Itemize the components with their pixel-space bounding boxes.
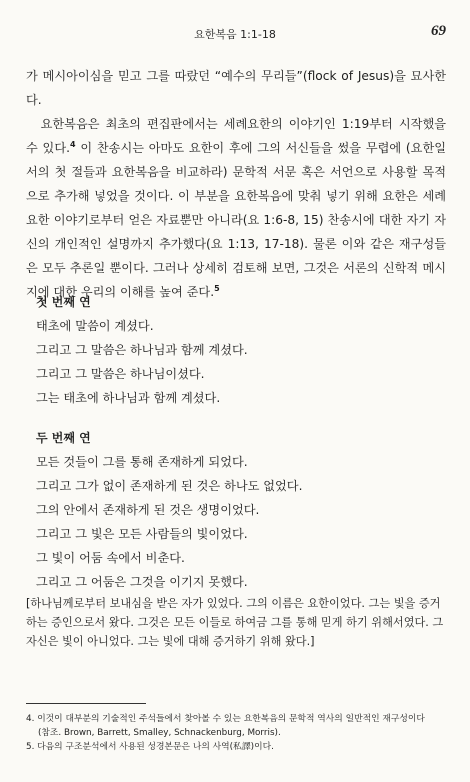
page-header [0,23,470,46]
paragraph-2-part-a: 요한복음은 최초의 편집판에서는 세례요한의 이야기인 1:19부터 시작했을 수 있다. [26,117,446,155]
stanza-2-lines [36,450,436,594]
stanza-line: 태초에 말씀이 계셨다. [36,319,154,333]
stanza-line: 모든 것들이 그를 통해 존재하게 되었다. [36,455,248,469]
footnotes [26,712,451,754]
stanza-line: 그리고 그가 없이 존재하게 된 것은 하나도 없었다. [36,479,303,493]
running-head: 요한복음 1:1-18 [194,28,276,41]
bracketed-note: [하나님께로부터 보내심을 받은 자가 있었다. 그의 이름은 요한이었다. 그는 빛을 증거하는 증인으로서 왔다. 그것은 모든 이들로 하여금 그를 통해 믿게 하기 위해서였다. 그 자신은 빛이 아니었다. 그는 빛에 대해 증거하기 위해 왔다.] [26,597,444,648]
stanza-line: 그는 태초에 하나님과 함께 계셨다. [36,391,221,405]
stanza-1 [36,290,436,410]
footnote-5: 5. 다음의 구조분석에서 사용된 성경본문은 나의 사역(私譯)이다. [26,742,274,752]
footnote-ref-4: 4 [69,139,76,149]
paragraph-2 [26,112,446,304]
paragraph-2-part-b: 이 찬송시는 아마도 요한이 후에 그의 서신들을 썼을 무렵에 (요한일서의 첫 절들과 요한복음을 비교하라) 문학적 서문 혹은 서언으로 사용할 목적으로 추가해 넣었을 것이다. 이 부분을 요한복음에 맞춰 넣기 위해 요한은 세례요한 이야기로부터 얻은 자료뿐만 아니라(요 1:6-8, 15) 찬송시에 대한 자기 자신의 개인적인 설명까지 추가했다(요 1:13, 17-18). 물론 이와 같은 재구성들은 모두 추론일 뿐이다. 그러나 상세히 검토해 보면, 그것은 서론의 신학적 메시지에 대한 우리의 이해를 높여 준다. [26,141,446,299]
stanza-2 [36,426,436,594]
footnote-ref-5: 5 [214,283,220,293]
footnote-4-continued: (참조. Brown, Barrett, Smalley, Schnackenburg, Morris). [38,728,281,738]
stanza-line: 그리고 그 말씀은 하나님과 함께 계셨다. [36,343,248,357]
stanza-1-lines [36,314,436,410]
stanza-line: 그리고 그 말씀은 하나님이셨다. [36,367,205,381]
body-text [26,64,446,304]
stanza-line: 그리고 그 빛은 모든 사람들의 빛이었다. [36,527,248,541]
footnote-4: 4. 이것이 대부분의 기술적인 주석들에서 찾아볼 수 있는 요한복음의 문학적 역사의 일반적인 재구성이다 [26,714,425,724]
stanza-1-title: 첫 번째 연 [36,295,91,309]
stanza-line: 그 빛이 어둠 속에서 비춘다. [36,551,185,565]
page-number: 69 [431,23,446,39]
footnote-divider [26,703,146,704]
stanza-2-title: 두 번째 연 [36,431,91,445]
stanza-line: 그의 안에서 존재하게 된 것은 생명이었다. [36,503,260,517]
paragraph-1: 가 메시아이심을 믿고 그를 따랐던 “예수의 무리들”(flock of Jesus)을 묘사한다. [26,69,446,107]
stanza-line: 그리고 그 어둠은 그것을 이기지 못했다. [36,575,248,589]
